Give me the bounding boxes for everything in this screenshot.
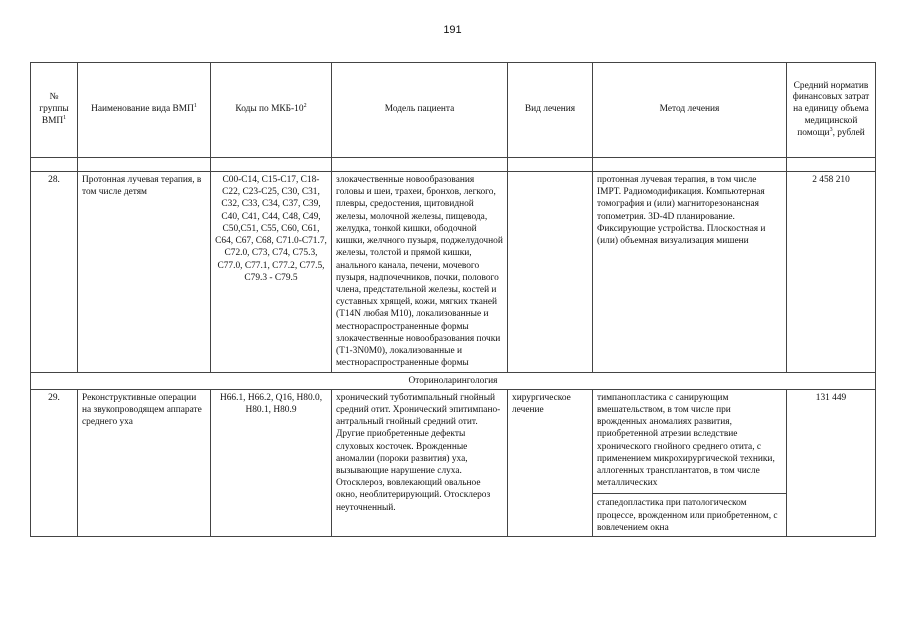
table-row: [31, 172, 876, 373]
row-number: 29.: [31, 389, 78, 536]
treatment-method: [593, 389, 787, 536]
page-number: 191: [443, 24, 462, 36]
table-row: [31, 389, 876, 536]
cost-norm: 131 449: [787, 389, 876, 536]
vmp-name: Протонная лучевая терапия, в том числе детям: [78, 172, 211, 373]
method-tympanoplasty: тимпанопластика с санирующим вмешательством, в том числе при врожденных аномалиях развития, приобретенной атрезии вследствие хронического гнойного среднего отита, с применением микрохирургической техники, аллогенных трансплантатов, в том числе металлических: [597, 392, 775, 489]
section-row: [31, 372, 876, 389]
header-vmp-name: Наименование вида ВМП$^1$: [78, 63, 211, 158]
icd-codes: H66.1, H66.2, Q16, H80.0, H80.1, H80.9: [211, 389, 332, 536]
header-row: [31, 63, 876, 158]
icd-codes: C00-C14, C15-C17, C18-C22, C23-C25, C30, C31, C32, C33, C34, C37, C39, C40, C41, C44, C48, C49, C50,C51, C55, C60, C61, C64, C67, C68, C71.0-C71.7, C72.0, C73, C74, C75.3, C77.0, C77.1, C77.2, C77.5, C79.3 - C79.5: [211, 172, 332, 373]
treatment-type: хирургическое лечение: [508, 389, 593, 536]
method-stapedoplasty: стапедопластика при патологическом процессе, врожденном или приобретенном, с вовлечением окна: [593, 493, 786, 534]
header-cost-norm: Средний норматив финансовых затрат на единицу объема медицинской помощи$^3$, рублей: [787, 63, 876, 158]
blank-row: [31, 158, 876, 172]
header-treatment-method: Метод лечения: [593, 63, 787, 158]
header-icd-codes: Коды по МКБ-$10^2$: [211, 63, 332, 158]
header-patient-model: Модель пациента: [332, 63, 508, 158]
patient-model: хронический туботимпальный гнойный средний отит. Хронический эпитимпано-антральный гнойный средний отит. Другие приобретенные дефекты слуховых косточек. Врожденные аномалии (пороки развития) уха, вызывающие нарушение слуха. Отосклероз, вовлекающий овальное окно, необлитерирующий. Отосклероз неуточненный.: [332, 389, 508, 536]
treatment-type: [508, 172, 593, 373]
vmp-table: [30, 62, 876, 537]
header-treatment-type: Вид лечения: [508, 63, 593, 158]
cost-norm: 2 458 210: [787, 172, 876, 373]
treatment-method: протонная лучевая терапия, в том числе IMPT. Радиомодификация. Компьютерная томография и (или) магниторезонансная топометрия. 3D-4D планирование. Фиксирующие устройства. Плоскостная и (или) объемная визуализация мишени: [593, 172, 787, 373]
row-number: 28.: [31, 172, 78, 373]
section-title: Оториноларингология: [31, 372, 876, 389]
header-group-number: № группы ВМП$^1$: [31, 63, 78, 158]
vmp-name: Реконструктивные операции на звукопроводящем аппарате среднего уха: [78, 389, 211, 536]
patient-model: злокачественные новообразования головы и шеи, трахеи, бронхов, легкого, плевры, средостения, щитовидной железы, молочной железы, пищевода, желудка, тонкой кишки, ободочной кишки, желчного пузыря, поджелудочной железы, толстой и прямой кишки, анального канала, печени, мочевого пузыря, надпочечников, почки, полового члена, предстательной железы, костей и суставных хрящей, кожи, мягких тканей (T14N любая M10), локализованные и местнораспространенные формы злокачественные новообразования почки (T1-3N0M0), локализованные и местнораспространенные формы: [332, 172, 508, 373]
